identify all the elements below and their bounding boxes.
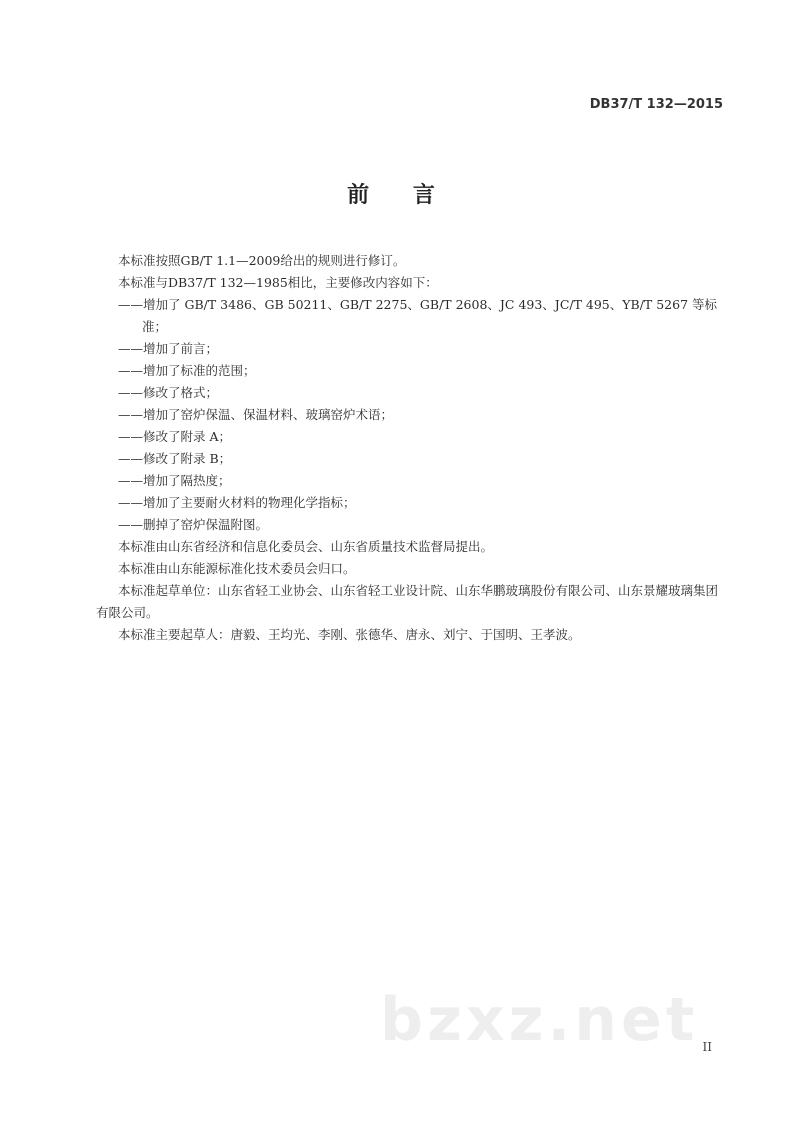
change-item: ——增加了窑炉保温、保温材料、玻璃窑炉术语； bbox=[118, 407, 394, 422]
outro-paragraph: 本标准由山东省经济和信息化委员会、山东省质量技术监督局提出。 bbox=[118, 539, 494, 554]
page-title: 前 言 bbox=[347, 183, 453, 208]
intro-paragraph: 本标准与DB37/T 132—1985相比，主要修改内容如下： bbox=[118, 275, 438, 290]
intro-paragraph: 本标准按照GB/T 1.1—2009给出的规则进行修订。 bbox=[118, 253, 406, 268]
outro-paragraph: 本标准起草单位：山东省轻工业协会、山东省轻工业设计院、山东华鹏玻璃股份有限公司、山东景耀玻璃集团有限公司。 bbox=[96, 583, 719, 620]
page-number: II bbox=[702, 1040, 712, 1054]
change-item: ——修改了格式； bbox=[118, 385, 219, 400]
change-item: ——修改了附录 A； bbox=[118, 429, 232, 444]
standard-code: DB37/T 132—2015 bbox=[589, 97, 723, 112]
change-item: ——增加了标准的范围； bbox=[118, 363, 256, 378]
outro-paragraph: 本标准主要起草人：唐毅、王均光、李刚、张德华、唐永、刘宁、于国明、王孝波。 bbox=[118, 627, 581, 642]
change-item: ——增加了前言； bbox=[118, 341, 219, 356]
change-item: ——增加了 GB/T 3486、GB 50211、GB/T 2275、GB/T 2608、JC 493、JC/T 495、YB/T 5267 等标准； bbox=[118, 297, 718, 334]
foreword-body bbox=[96, 250, 726, 646]
change-item: ——增加了隔热度； bbox=[118, 473, 231, 488]
outro-paragraph: 本标准由山东能源标准化技术委员会归口。 bbox=[118, 561, 356, 576]
change-item: ——修改了附录 B； bbox=[118, 451, 232, 466]
change-item: ——增加了主要耐火材料的物理化学指标； bbox=[118, 495, 356, 510]
change-item: ——删掉了窑炉保温附图。 bbox=[118, 517, 269, 532]
watermark: bzxz.net bbox=[380, 985, 699, 1055]
